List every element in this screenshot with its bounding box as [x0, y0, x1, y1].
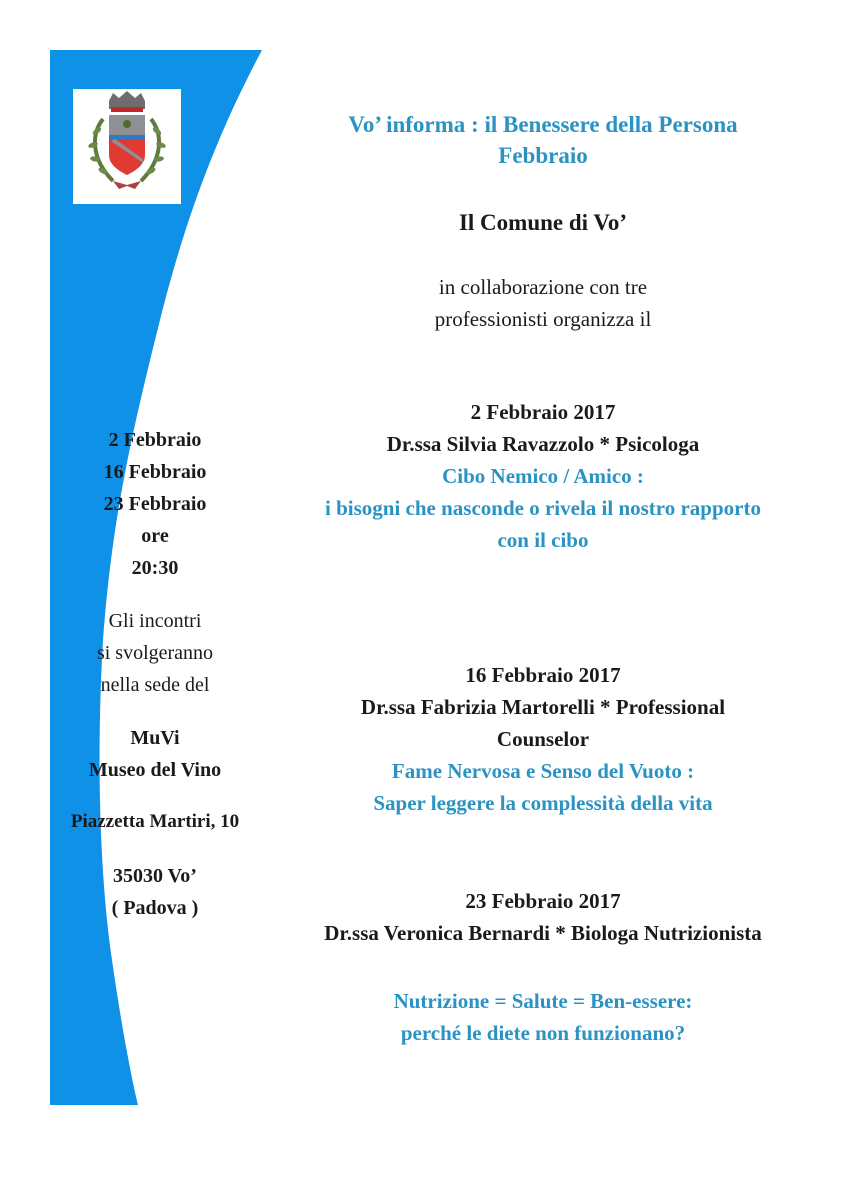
event-3-topic: [262, 985, 824, 1049]
intro: [262, 271, 824, 335]
venue-address: Piazzetta Martiri, 10: [70, 811, 240, 832]
event-topic: con il cibo: [497, 528, 589, 552]
sidebar-schedule: [50, 424, 260, 584]
sidebar-time: 20:30: [131, 557, 179, 579]
event-date: 23 Febbraio 2017: [465, 889, 621, 913]
sidebar-venue-intro: [50, 605, 260, 701]
sidebar-date: 23 Febbraio: [103, 493, 207, 515]
page-subtitle: Febbraio: [498, 143, 588, 168]
venue-intro-line: Gli incontri: [108, 610, 202, 632]
header: [262, 109, 824, 171]
sidebar-city: [50, 860, 260, 924]
event-topic: Cibo Nemico / Amico :: [442, 464, 644, 488]
event-3: [262, 885, 824, 949]
coat-of-arms-logo: [73, 89, 181, 204]
event-topic: Fame Nervosa e Senso del Vuoto :: [391, 759, 695, 783]
intro-line: professionisti organizza il: [434, 307, 652, 331]
venue-postal-city: 35030 Vo’: [113, 865, 197, 887]
intro-line: in collaborazione con tre: [438, 275, 648, 299]
sidebar-time-label: ore: [141, 525, 169, 547]
event-topic: Saper leggere la complessità della vita: [373, 791, 713, 815]
venue-name-line: MuVi: [130, 727, 180, 749]
venue-intro-line: nella sede del: [100, 674, 210, 696]
sidebar-date: 2 Febbraio: [108, 429, 202, 451]
event-topic: Nutrizione = Salute = Ben-essere:: [393, 989, 693, 1013]
event-speaker: Counselor: [496, 727, 590, 751]
municipal-coat-of-arms-icon: [73, 89, 181, 204]
venue-intro-line: si svolgeranno: [96, 642, 214, 664]
sidebar-venue-name: [50, 722, 260, 786]
organizer-name: Il Comune di Vo’: [458, 210, 628, 235]
event-topic: i bisogni che nasconde o rivela il nostro rapporto: [325, 496, 761, 520]
event-date: 16 Febbraio 2017: [465, 663, 621, 687]
event-speaker: Dr.ssa Fabrizia Martorelli * Professional: [360, 695, 726, 719]
event-1: [262, 396, 824, 556]
event-speaker: Dr.ssa Silvia Ravazzolo * Psicologa: [386, 432, 700, 456]
sidebar-date: 16 Febbraio: [103, 461, 207, 483]
sidebar-address: [50, 806, 260, 838]
event-speaker: Dr.ssa Veronica Bernardi * Biologa Nutrizionista: [324, 921, 762, 945]
organizer: [262, 207, 824, 238]
venue-name-line: Museo del Vino: [88, 759, 222, 781]
page-title: Vo’ informa : il Benessere della Persona: [348, 112, 738, 137]
event-topic: perché le diete non funzionano?: [400, 1021, 686, 1045]
event-date: 2 Febbraio 2017: [470, 400, 616, 424]
event-2: [262, 659, 824, 819]
venue-province: ( Padova ): [111, 897, 199, 919]
